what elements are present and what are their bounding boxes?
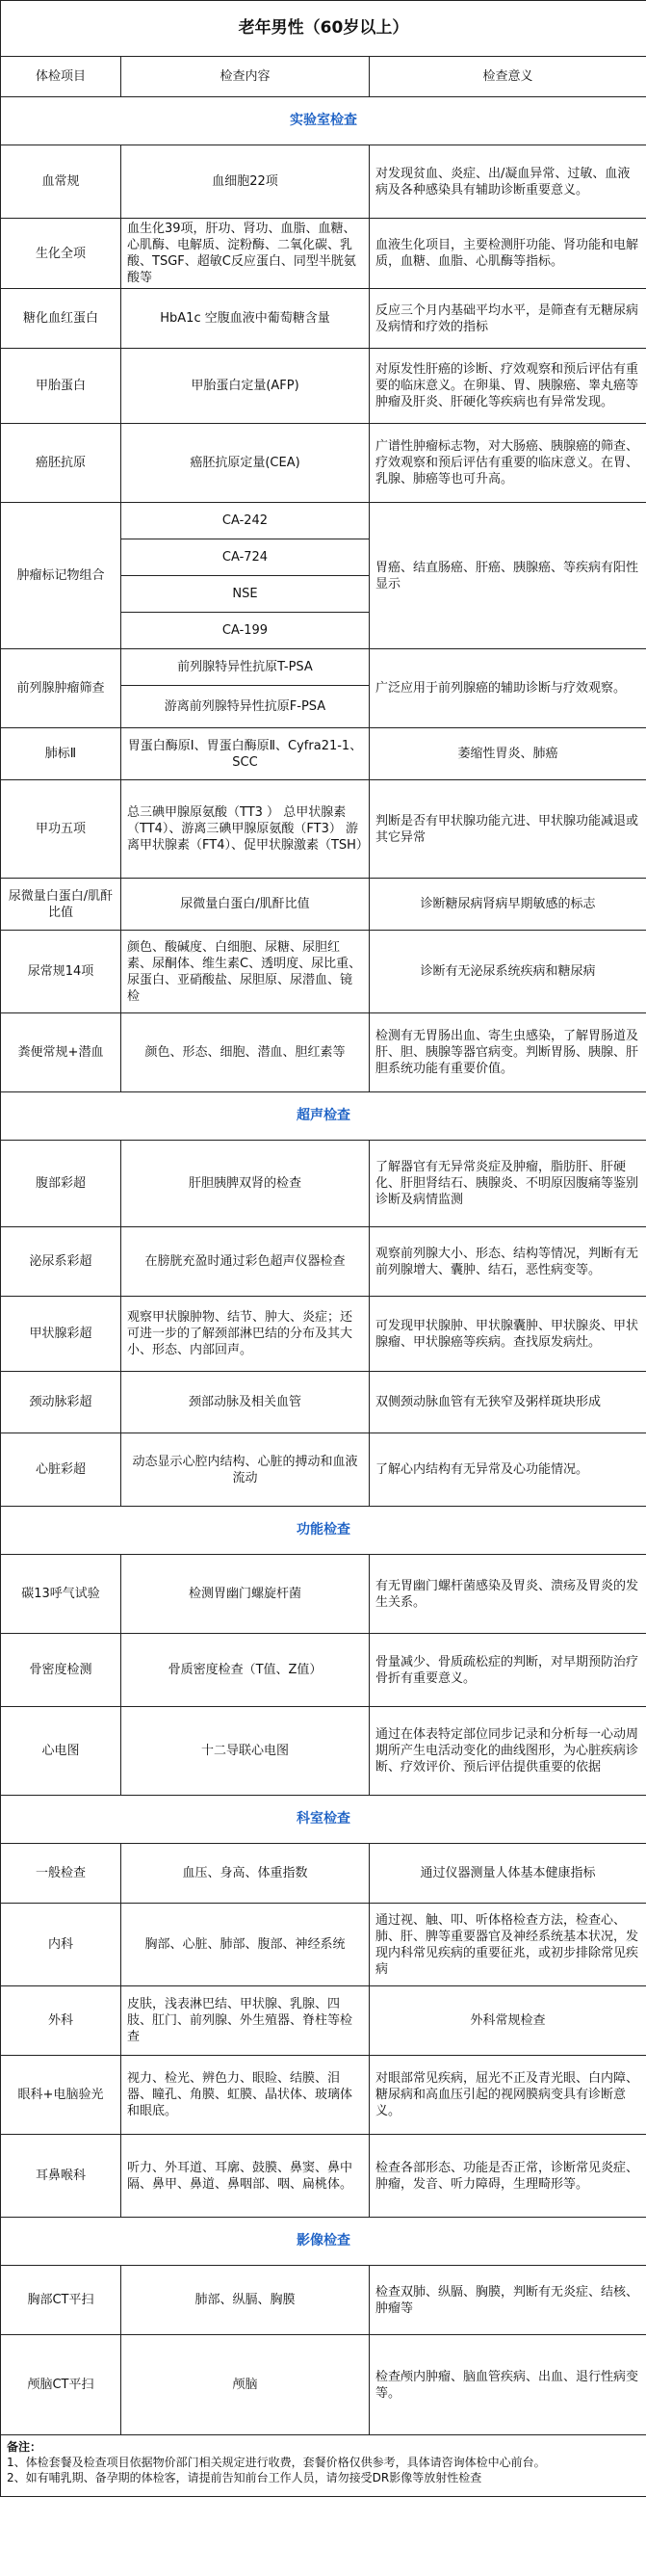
row-meaning: 了解器官有无异常炎症及肿瘤，脂肪肝、肝硬化、肝胆肾结石、胰腺炎、不明原因腹痛等鉴别诊断及病情监测	[370, 1141, 646, 1227]
notes	[1, 2435, 646, 2497]
header-content: 检查内容	[121, 57, 370, 97]
row-item: 心电图	[1, 1707, 121, 1796]
row-content: 颈部动脉及相关血管	[121, 1372, 370, 1433]
row-content: 血压、身高、体重指数	[121, 1844, 370, 1904]
section-function: 功能检查	[1, 1507, 646, 1555]
row-item: 甲功五项	[1, 780, 121, 879]
row-meaning: 通过视、触、叩、听体格检查方法，检查心、肺、肝、脾等重要器官及神经系统基本状况，发现内科常见疾病的重要征兆，或初步排除常见疾病	[370, 1904, 646, 1986]
row-content: 肺部、纵膈、胸膜	[121, 2266, 370, 2335]
table-row	[1, 1904, 646, 1986]
row-content: 检测胃幽门螺旋杆菌	[121, 1555, 370, 1634]
notes-title: 备注：	[7, 2440, 42, 2454]
row-item: 糖化血红蛋白	[1, 289, 121, 349]
table-row	[1, 289, 646, 349]
row-item: 外科	[1, 1986, 121, 2056]
note-1: 1、体检套餐及检查项目依据物价部门相关规定进行收费，套餐价格仅供参考，具体请咨询体检中心前台。	[7, 2456, 546, 2469]
row-item: 眼科+电脑验光	[1, 2056, 121, 2135]
section-lab: 实验室检查	[1, 97, 646, 145]
row-meaning: 检查双肺、纵膈、胸膜，判断有无炎症、结核、肿瘤等	[370, 2266, 646, 2335]
row-meaning: 萎缩性胃炎、肺癌	[370, 728, 646, 780]
row-content: 颜色、形态、细胞、潜血、胆红素等	[121, 1013, 370, 1092]
row-item: 心脏彩超	[1, 1433, 121, 1507]
table-row	[1, 2335, 646, 2435]
row-content: 前列腺特异性抗原T-PSA	[121, 649, 370, 686]
table-row	[1, 1986, 646, 2056]
row-content: 胃蛋白酶原Ⅰ、胃蛋白酶原Ⅱ、Cyfra21-1、SCC	[121, 728, 370, 780]
row-content: HbA1c 空腹血液中葡萄糖含量	[121, 289, 370, 349]
table-row	[1, 349, 646, 424]
row-item: 肿瘤标记物组合	[1, 503, 121, 649]
row-content: 甲胎蛋白定量(AFP)	[121, 349, 370, 424]
table-row	[1, 2135, 646, 2218]
row-content: 游离前列腺特异性抗原F-PSA	[121, 686, 370, 728]
row-content: 血细胞22项	[121, 145, 370, 219]
row-content: 尿微量白蛋白/肌酐比值	[121, 879, 370, 931]
row-meaning: 胃癌、结直肠癌、肝癌、胰腺癌、等疾病有阳性显示	[370, 503, 646, 649]
row-item: 血常规	[1, 145, 121, 219]
note-2: 2、如有哺乳期、备孕期的体检客，请提前告知前台工作人员，请勿接受DR影像等放射性检查	[7, 2471, 482, 2484]
row-content: NSE	[121, 576, 370, 613]
row-content: 十二导联心电图	[121, 1707, 370, 1796]
table-row	[1, 1013, 646, 1092]
row-item: 甲状腺彩超	[1, 1297, 121, 1372]
row-meaning: 通过仪器测量人体基本健康指标	[370, 1844, 646, 1904]
row-content: 皮肤，浅表淋巴结、甲状腺、乳腺、四肢、肛门、前列腺、外生殖器、脊柱等检查	[121, 1986, 370, 2056]
table-row	[1, 1844, 646, 1904]
row-content: 总三碘甲腺原氨酸（TT3 ） 总甲状腺素（TT4）、游离三碘甲腺原氨酸（FT3） 游离甲状腺素（FT4）、促甲状腺激素（TSH）	[121, 780, 370, 879]
row-content: CA-724	[121, 539, 370, 576]
table-row	[1, 424, 646, 503]
row-meaning: 反应三个月内基础平均水平，是筛查有无糖尿病及病情和疗效的指标	[370, 289, 646, 349]
row-content: 颅脑	[121, 2335, 370, 2435]
row-meaning: 通过在体表特定部位同步记录和分析每一心动周期所产生电活动变化的曲线图形，为心脏疾病诊断、疗效评价、预后评估提供重要的依据	[370, 1707, 646, 1796]
row-item: 粪便常规+潜血	[1, 1013, 121, 1092]
table-row	[1, 649, 646, 686]
section-imaging: 影像检查	[1, 2218, 646, 2266]
row-item: 甲胎蛋白	[1, 349, 121, 424]
row-content: 肝胆胰脾双肾的检查	[121, 1141, 370, 1227]
row-item: 生化全项	[1, 219, 121, 289]
row-meaning: 血液生化项目，主要检测肝功能、肾功能和电解质，血糖、血脂、心肌酶等指标。	[370, 219, 646, 289]
row-item: 内科	[1, 1904, 121, 1986]
row-item: 胸部CT平扫	[1, 2266, 121, 2335]
table-row	[1, 503, 646, 539]
row-meaning: 诊断糖尿病肾病早期敏感的标志	[370, 879, 646, 931]
row-meaning: 观察前列腺大小、形态、结构等情况，判断有无前列腺增大、囊肿、结石，恶性病变等。	[370, 1227, 646, 1297]
row-meaning: 对发现贫血、炎症、出/凝血异常、过敏、血液病及各种感染具有辅助诊断重要意义。	[370, 145, 646, 219]
row-item: 前列腺肿瘤筛查	[1, 649, 121, 728]
row-meaning: 了解心内结构有无异常及心功能情况。	[370, 1433, 646, 1507]
row-item: 腹部彩超	[1, 1141, 121, 1227]
table-row	[1, 2056, 646, 2135]
row-content: 在膀胱充盈时通过彩色超声仪器检查	[121, 1227, 370, 1297]
table-row	[1, 931, 646, 1013]
table-row	[1, 1634, 646, 1707]
table-row	[1, 145, 646, 219]
row-meaning: 检测有无胃肠出血、寄生虫感染，了解胃肠道及肝、胆、胰腺等器官病变。判断胃肠、胰腺、肝胆系统功能有重要价值。	[370, 1013, 646, 1092]
table-row	[1, 1372, 646, 1433]
table-header	[1, 57, 646, 97]
row-meaning: 对原发性肝癌的诊断、疗效观察和预后评估有重要的临床意义。在卵巢、胃、胰腺癌、睾丸癌等肿瘤及肝炎、肝硬化等疾病也有异常发现。	[370, 349, 646, 424]
section-dept: 科室检查	[1, 1796, 646, 1844]
section-ultrasound: 超声检查	[1, 1092, 646, 1141]
row-item: 肺标Ⅱ	[1, 728, 121, 780]
row-item: 一般检查	[1, 1844, 121, 1904]
row-content: 骨质密度检查（T值、Z值）	[121, 1634, 370, 1707]
row-content: 血生化39项，肝功、肾功、血脂、血糖、心肌酶、电解质、淀粉酶、二氧化碳、乳酸、TSGF、超敏C反应蛋白、同型半胱氨酸等	[121, 219, 370, 289]
table-row	[1, 1297, 646, 1372]
row-item: 颈动脉彩超	[1, 1372, 121, 1433]
row-meaning: 判断是否有甲状腺功能亢进、甲状腺功能减退或其它异常	[370, 780, 646, 879]
row-item: 尿微量白蛋白/肌酐比值	[1, 879, 121, 931]
table-row	[1, 1707, 646, 1796]
table-row	[1, 1555, 646, 1634]
row-content: 视力、检光、辨色力、眼睑、结膜、泪器、瞳孔、角膜、虹膜、晶状体、玻璃体和眼底。	[121, 2056, 370, 2135]
row-meaning: 有无胃幽门螺杆菌感染及胃炎、溃疡及胃炎的发生关系。	[370, 1555, 646, 1634]
row-content: 听力、外耳道、耳廓、鼓膜、鼻窦、鼻中隔、鼻甲、鼻道、鼻咽部、咽、扁桃体。	[121, 2135, 370, 2218]
row-meaning: 骨量减少、骨质疏松症的判断，对早期预防治疗骨折有重要意义。	[370, 1634, 646, 1707]
row-item: 骨密度检测	[1, 1634, 121, 1707]
table-row	[1, 1227, 646, 1297]
row-content: 动态显示心腔内结构、心脏的搏动和血液流动	[121, 1433, 370, 1507]
table-row	[1, 1433, 646, 1507]
table-row	[1, 219, 646, 289]
row-content: 观察甲状腺肿物、结节、肿大、炎症；还可进一步的了解颈部淋巴结的分布及其大小、形态、内部回声。	[121, 1297, 370, 1372]
row-meaning: 广谱性肿瘤标志物，对大肠癌、胰腺癌的筛查、疗效观察和预后评估有重要的临床意义。在胃、乳腺、肺癌等也可升高。	[370, 424, 646, 503]
row-content: CA-242	[121, 503, 370, 539]
page-title: 老年男性（60岁以上）	[1, 1, 646, 57]
row-content: 癌胚抗原定量(CEA)	[121, 424, 370, 503]
table-row	[1, 2266, 646, 2335]
row-item: 癌胚抗原	[1, 424, 121, 503]
row-item: 碳13呼气试验	[1, 1555, 121, 1634]
row-meaning: 诊断有无泌尿系统疾病和糖尿病	[370, 931, 646, 1013]
row-item: 泌尿系彩超	[1, 1227, 121, 1297]
row-meaning: 检查颅内肿瘤、脑血管疾病、出血、退行性病变等。	[370, 2335, 646, 2435]
row-content: 颜色、酸碱度、白细胞、尿糖、尿胆红素、尿酮体、维生素C、透明度、尿比重、尿蛋白、亚硝酸盐、尿胆原、尿潜血、镜检	[121, 931, 370, 1013]
row-item: 颅脑CT平扫	[1, 2335, 121, 2435]
table-row	[1, 879, 646, 931]
row-meaning: 可发现甲状腺肿、甲状腺囊肿、甲状腺炎、甲状腺瘤、甲状腺癌等疾病。查找原发病灶。	[370, 1297, 646, 1372]
header-item: 体检项目	[1, 57, 121, 97]
notes-row	[1, 2435, 646, 2497]
row-content: 胸部、心脏、肺部、腹部、神经系统	[121, 1904, 370, 1986]
row-item: 耳鼻喉科	[1, 2135, 121, 2218]
row-meaning: 双侧颈动脉血管有无狭窄及粥样斑块形成	[370, 1372, 646, 1433]
table-row	[1, 780, 646, 879]
row-meaning: 对眼部常见疾病，屈光不正及青光眼、白内障、糖尿病和高血压引起的视网膜病变具有诊断意义。	[370, 2056, 646, 2135]
row-meaning: 外科常规检查	[370, 1986, 646, 2056]
row-meaning: 检查各部形态、功能是否正常，诊断常见炎症、肿瘤，发音、听力障碍，生理畸形等。	[370, 2135, 646, 2218]
header-meaning: 检查意义	[370, 57, 646, 97]
row-content: CA-199	[121, 613, 370, 649]
row-item: 尿常规14项	[1, 931, 121, 1013]
table-row	[1, 1141, 646, 1227]
table-row	[1, 728, 646, 780]
row-meaning: 广泛应用于前列腺癌的辅助诊断与疗效观察。	[370, 649, 646, 728]
